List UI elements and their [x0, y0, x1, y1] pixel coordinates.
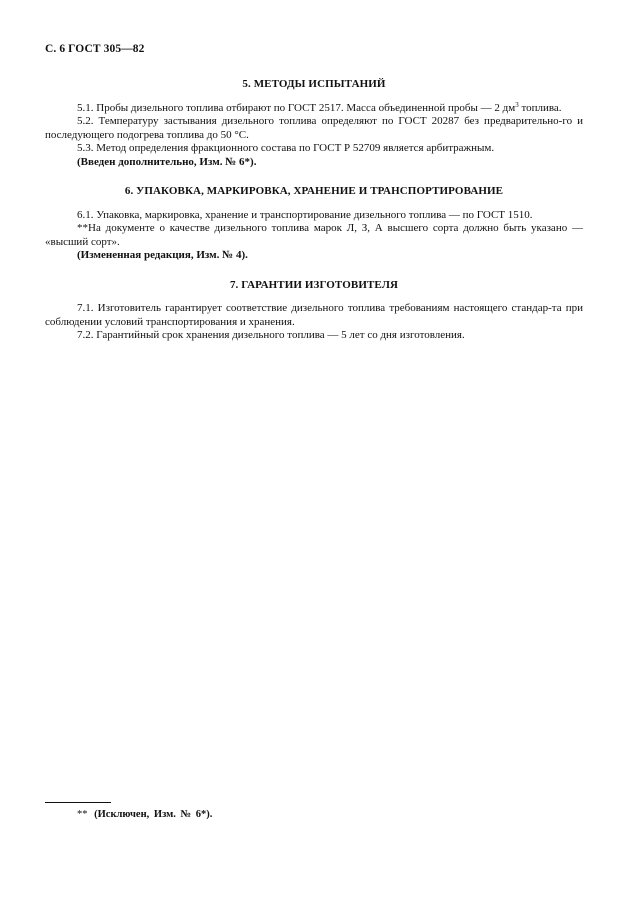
paragraph-5-1	[45, 102, 583, 116]
amendment-note: (Измененная редакция, Изм. № 4).	[77, 249, 248, 261]
section-title: 7. ГАРАНТИИ ИЗГОТОВИТЕЛЯ	[229, 278, 399, 291]
footnote-divider	[45, 802, 111, 803]
section-test-methods	[45, 78, 583, 169]
paragraph-text: 5.1. Пробы дизельного топлива отбирают по ГОСТ 2517. Масса объединенной пробы — 2 дм	[77, 101, 516, 114]
paragraph-6-note: **На документе о качестве дизельного топлива марок Л, З, А высшего сорта должно быть указано — «высший сорт».	[45, 222, 583, 248]
paragraph-7-2: 7.2. Гарантийный срок хранения дизельного топлива — 5 лет со дня изготовления.	[77, 329, 465, 341]
running-header: С. 6 ГОСТ 305—82	[45, 43, 145, 55]
paragraph-7-1: 7.1. Изготовитель гарантирует соответствие дизельного топлива требованиям настоящего стандар-та при соблюдении условий транспортирования и хранения.	[45, 302, 583, 328]
footnote-text: (Исключен, Изм. № 6*).	[94, 809, 213, 820]
section-title: 5. МЕТОДЫ ИСПЫТАНИЙ	[242, 78, 386, 90]
paragraph-text: топлива.	[518, 101, 562, 114]
superscript: 3	[515, 100, 519, 109]
footnote-mark: **	[77, 809, 88, 820]
paragraph-5-3: 5.3. Метод определения фракционного состава по ГОСТ Р 52709 является арбитражным.	[77, 142, 495, 154]
section-warranty	[45, 279, 583, 343]
section-packaging	[45, 185, 583, 263]
amendment-note: (Введен дополнительно, Изм. № 6*).	[77, 155, 257, 168]
section-title: 6. УПАКОВКА, МАРКИРОВКА, ХРАНЕНИЕ И ТРАНСПОРТИРОВАНИЕ	[124, 185, 504, 197]
paragraph-5-2: 5.2. Температуру застывания дизельного топлива определяют по ГОСТ 20287 без предварительно-го и последующего подогрева топлива до 50 °С.	[45, 115, 583, 141]
footnote	[77, 808, 212, 822]
paragraph-6-1: 6.1. Упаковка, маркировка, хранение и транспортирование дизельного топлива — по ГОСТ 1510.	[77, 208, 533, 221]
document-body	[45, 78, 583, 359]
